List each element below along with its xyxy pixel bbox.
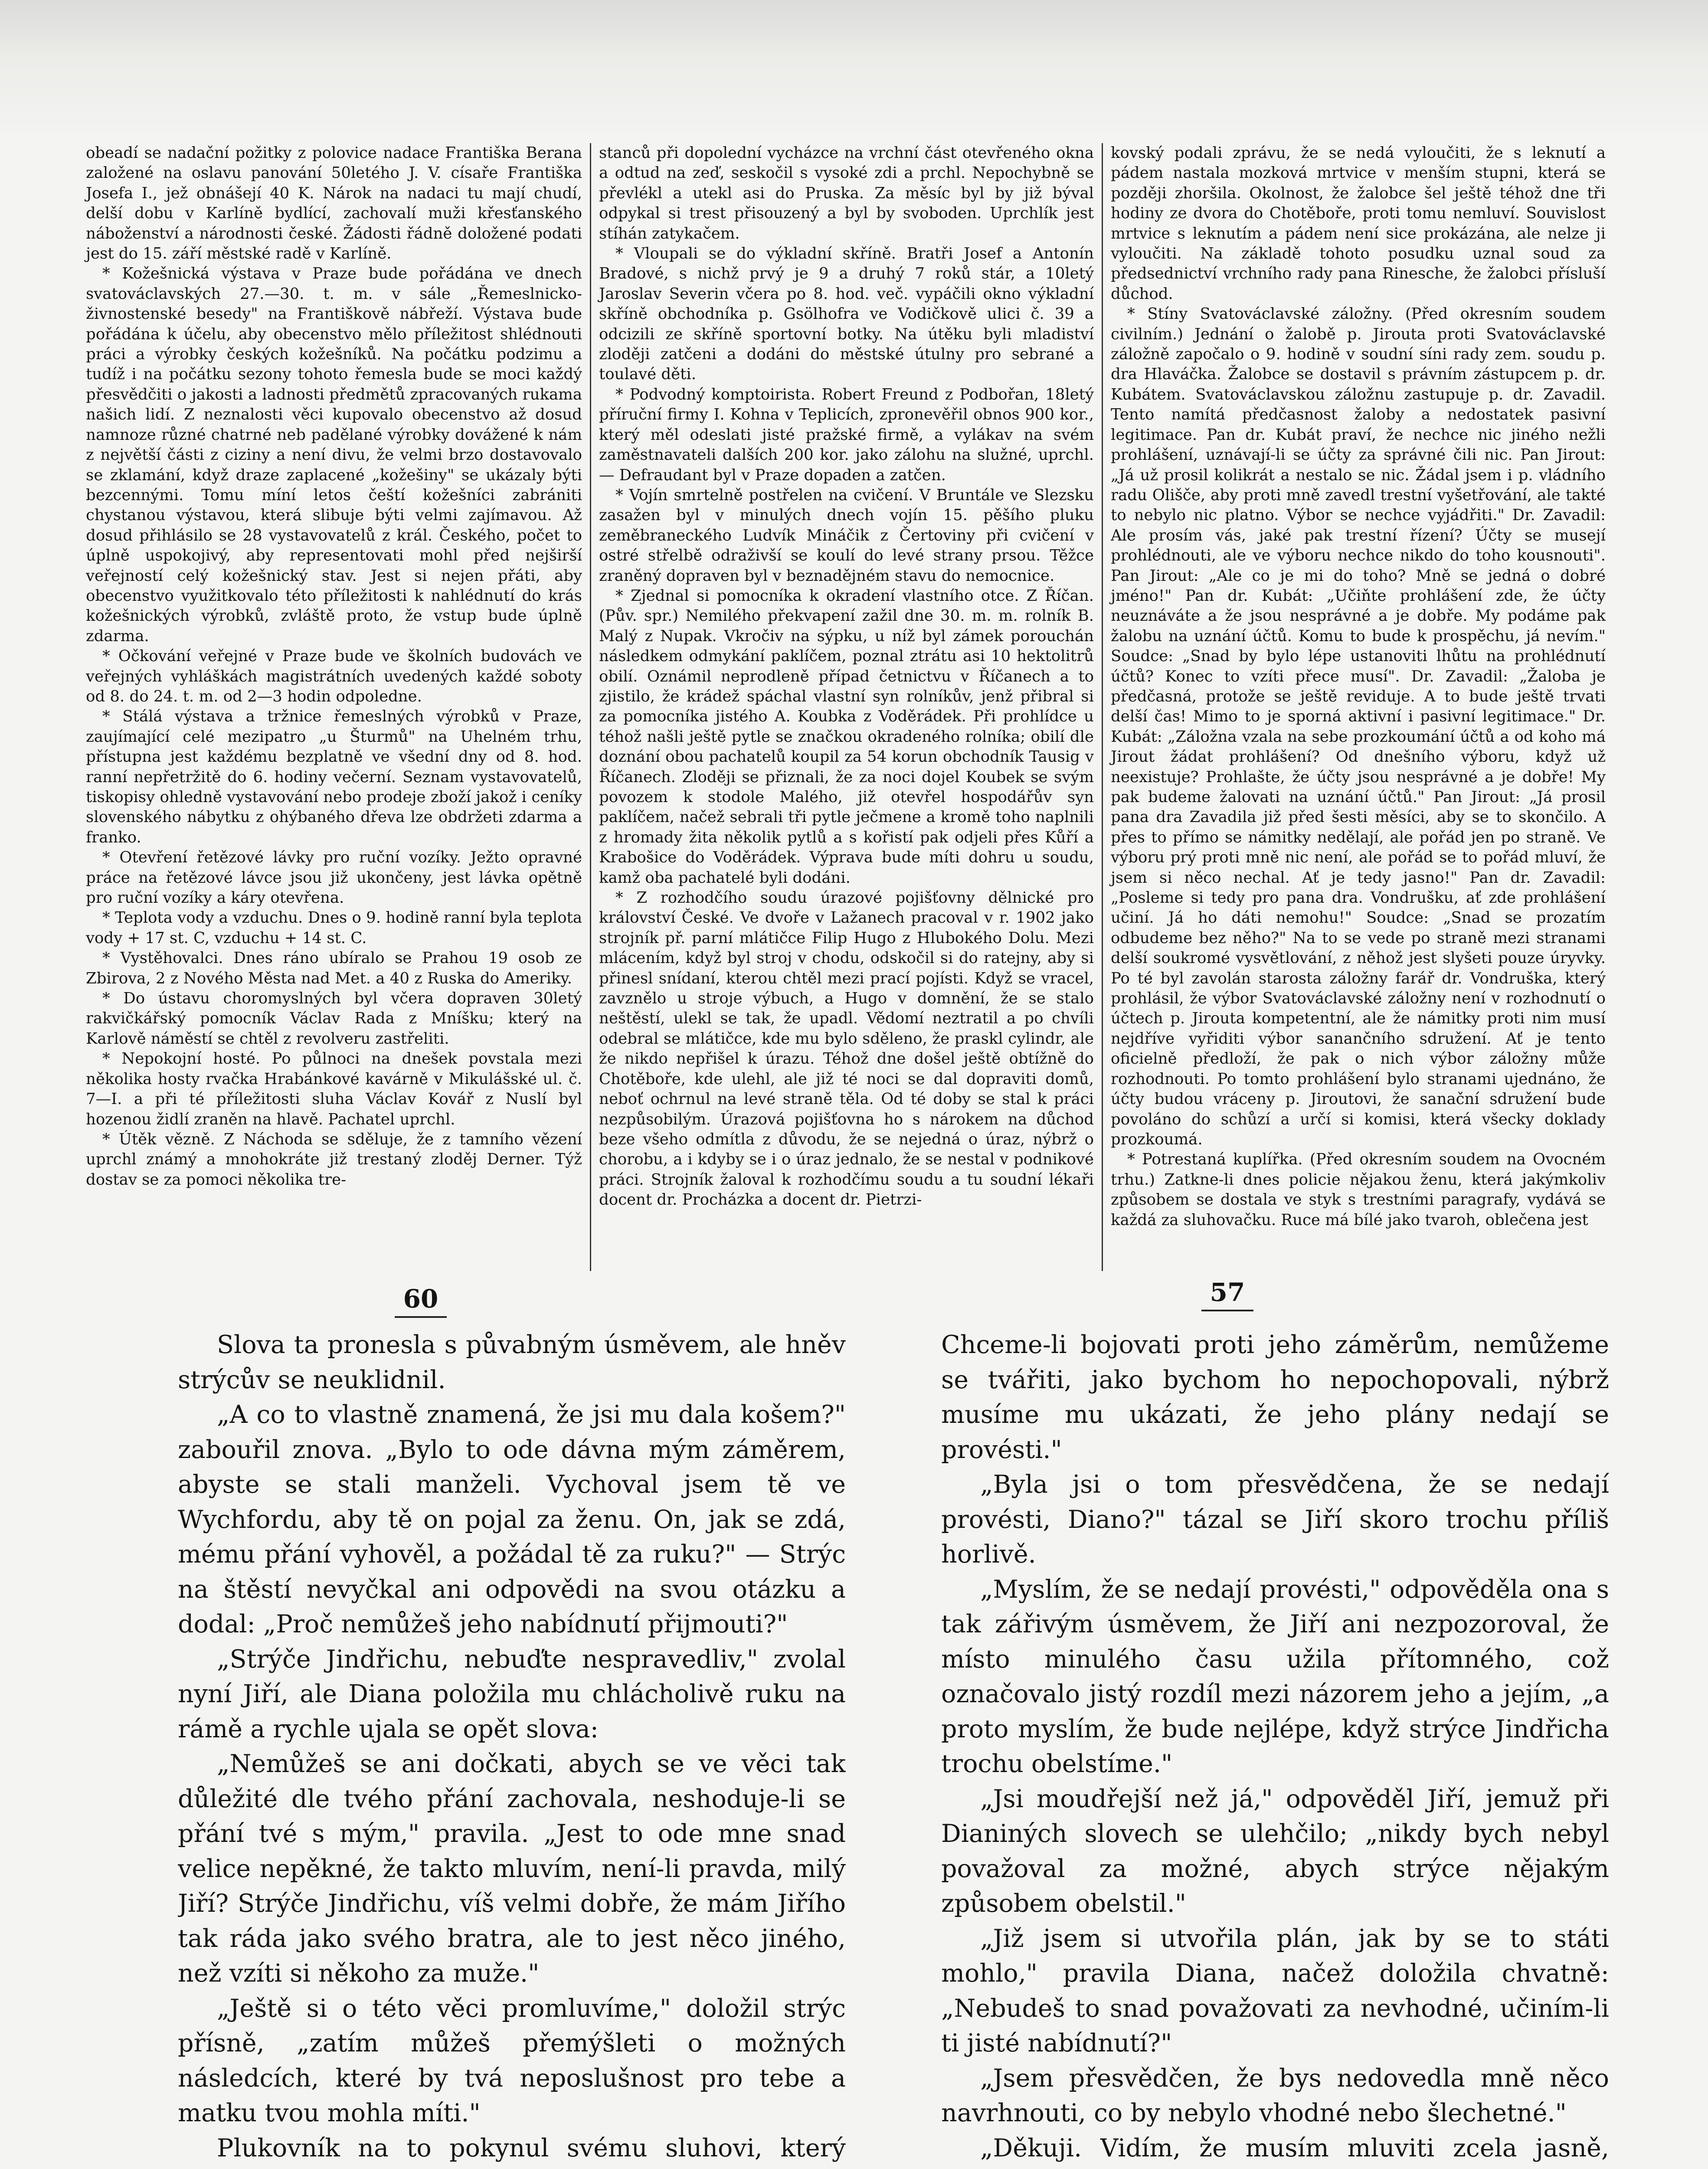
news-paragraph: * Z rozhodčího soudu úrazové pojišťovny dělnické pro království České. Ve dvoře v Lažanech pracoval v r. 1902 jako strojník př. parní mlátičce Filip Hugo z Hlubokého Dolu. Mezi mlácením, když byl stroj v chodu, odskočil si do ratejny, aby si přinesl snídaní, kterou chtěl mezi prací pojísti. Když se vracel, zavznělo u stroje výbuch, a Hugo v domnění, že se stalo neštěstí, ulekl se tak, že upadl. Vědomí neztratil a po chvíli odebral se mlátičce, kde mu bylo sděleno, že praskl cylindr, ale že nikdo nepřišel k úrazu. Téhož dne došel ještě obtížně do Chotěboře, kde ulehl, ale již té noci se dal dopraviti domů, neboť ochrnul na levé straně těla. Od té doby se stal k práci nezpůsobilým. Úrazová pojišťovna ho s nárokem na důchod beze všeho odmítla z důvodu, že se nejedná o úraz, nýbrž o chorobu, a i kdyby se i o úraz jednalo, že se nestal v podnikové práci. Strojník žaloval k rozhodčímu soudu a tu soudní lékaři docent dr. Procházka a docent dr. Pietrzi- [599,889,1094,1209]
story-paragraph: „Strýče Jindřichu, nebuďte nespravedliv," zvolal nyní Jiří, ale Diana položila mu chlácholivě ruku na rámě a rychle ujala se opět slova: [178,1645,846,1743]
right-page-number: 57 [1188,1278,1266,1311]
news-paragraph: * Nepokojní hosté. Po půlnoci na dnešek povstala mezi několika hosty rvačka Hrabánkové kavárně v Mikulášské ul. č. 7—I. a při té příležitosti sluha Václav Kovář z Nuslí byl hozenou židlí zraněn na hlavě. Pachatel uprchl. [86,1050,582,1128]
news-paragraph: * Kožešnická výstava v Praze bude pořádána ve dnech svatováclavských 27.—30. t. m. v sále „Řemeslnicko-živnostenské besedy" na Františkově nábřeží. Výstava bude pořádána k účelu, aby obecenstvo mělo příležitost shlédnouti práci a výrobky českých kožešníků. Na počátku podzimu a tudíž i na počátku sezony tohoto řemesla bude se moci každý přesvědčiti o jakosti a ladnosti předmětů zpracovaných rukama našich lidí. Z neznalosti věci kupovalo obecenstvo až dosud namnoze různé chatrné neb padělané výrobky dovážené k nám z největší části z ciziny a není divu, že velmi brzo dostavovalo se zklamání, když draze zaplacené „kožešiny" se ukázaly býti bezcennými. Tomu míní letos čeští kožešníci zabrániti chystanou výstavou, která slibuje býti velmi zajímavou. Až dosud přihlásilo se 28 vystavovatelů z král. Českého, počet to úplně uspokojivý, aby representovati mohl před nejširší veřejností celý kožešnický stav. Jest si nejen přáti, aby obecenstvo využitkovalo této příležitosti k nahlédnutí do krás kožešnických výrobků, zvláště proto, že vstup bude úplně zdarma. [86,265,582,645]
story-paragraph: „A co to vlastně znamená, že jsi mu dala košem?" zabouřil znova. „Bylo to ode dávna mým záměrem, abyste se stali manželi. Vychoval jsem tě ve Wychfordu, aby tě on pojal za ženu. On, jak se zdá, mému přání vyhověl, a požádal tě za ruku?" — Strýc na štěstí nevyčkal ani odpovědi na svou otázku a dodal: „Proč nemůžeš jeho nabídnutí přijmouti?" [178,1400,846,1638]
news-paragraph: * Podvodný komptoirista. Robert Freund z Podbořan, 18letý příruční firmy I. Kohna v Teplicích, zpronevěřil obnos 900 kor., který měl odeslati jisté pražské firmě, a vylákav na svém zaměstnavateli dalších 200 kor. jako zálohu na služné, uprchl. — Defraudant byl v Praze dopaden a zatčen. [599,385,1094,484]
news-paragraph: * Útěk vězně. Z Náchoda se sděluje, že z tamního vězení uprchl známý a mnohokráte již trestaný zloděj Derner. Týž dostav se za pomoci několika tre- [86,1130,582,1189]
story-paragraph: „Děkuji. Vidím, že musím mluviti zcela jasně, [980,2133,1609,2162]
left-page-number: 60 [382,1284,460,1318]
right-story-page [941,1327,1609,2169]
news-paragraph: obeadí se nadační požitky z polovice nadace Františka Berana založené na oslavu panování 50letého J. V. císaře Františka Josefa I., jež obnášejí 40 K. Nárok na nadaci tu mají chudí, delší dobu v Karlíně bydlící, zachovalí muži křesťanského náboženství a národnosti české. Žádosti řádně doložené podati jest do 15. září městské radě v Karlíně. [86,144,582,263]
story-paragraph: „Myslím, že se nedají provésti," odpověděla ona s tak zářivým úsměvem, že Jiří ani nezpozoroval, že místo minulého času užila přítomného, což označovalo jistý rozdíl mezi názorem jeho a jejím, „a proto myslím, že bude nejlépe, když strýce Jindřicha trochu obelstíme." [941,1575,1609,1778]
news-paragraph: * Stálá výstava a tržnice řemeslných výrobků v Praze, zaujímající celé mezipatro „u Šturmů" na Uhelném trhu, přístupna jest každému bezplatně ve všední dny od 8. hod. ranní nepřetržitě do 6. hodiny večerní. Seznam vystavovatelů, tiskopisy ohledně vystavování nebo prodeje zboží jakož i ceníky slovenského nábytku z ohýbaného dřeva lze obdržeti zdarma a franko. [86,708,582,846]
story-paragraph: „Nemůžeš se ani dočkati, abych se ve věci tak důležité dle tvého přání zachovala, neshoduje-li se přání tvé s mým," pravila. „Jest to ode mne snad velice nepěkné, že takto mluvím, není-li pravda, milý Jiří? Strýče Jindřichu, víš velmi dobře, že mám Jiřího tak ráda jako svého bratra, ale to jest něco jiného, než vzíti si někoho za muže." [178,1750,846,1988]
news-paragraph: * Stíny Svatováclavské záložny. (Před okresním soudem civilním.) Jednání o žalobě p. Jirouta proti Svatováclavské záložně započalo o 9. hodině v soudní síni rady zem. soudu p. dra Hlaváčka. Žalobce se dostavil s právním zástupcem p. dr. Kubátem. Svatováclavskou záložnu zastupuje p. dr. Zavadil. Tento namítá předčasnost žaloby a nedostatek pasivní legitimace. Pan dr. Kubát praví, že nechce nic jiného nežli prohlášení, uznávají-li se účty za správné čili nic. Pan Jirout: „Já už prosil kolikrát a nestalo se nic. Žádal jsem i p. vládního radu Olišče, aby proti mně zavedl trestní vyšetřování, ale takté to nebylo nic platno. Výbor se nechce vyjádřiti." Dr. Zavadil: Ale prosím vás, jaké pak trestní řízení? Účty se musejí prohlédnouti, ale ve výboru nechce nikdo do toho kousnouti". Pan Jirout: „Ale co je mi do toho? Mně se jedná o dobré jméno!" Pan dr. Kubát: „Učiňte prohlášení zde, že účty neuznáváte a že jsou nesprávné a je dobře. My podáme pak žalobu na uznání účtů. Komu to bude k prospěchu, já nevím." Soudce: „Snad by bylo lépe ustanoviti lhůtu na prohlédnutí účtů? Konec to vzíti přece musí". Dr. Zavadil: „Žaloba je předčasná, protože se ještě reviduje. A to bude ještě trvati delší čas! Mimo to je sporná aktivní i pasivní legitimace." Dr. Kubát: „Záložna vzala na sebe prozkoumání účtů a od koho má Jirout žádat prohlášení? Od dnešního výboru, když už neexistuje? Prohlašte, že účty jsou nesprávné a je dobře! My pak budeme žalovati na uznání účtů." Pan Jirout: „Já prosil pana dra Zavadila již před šesti měsíci, aby se to skončilo. A přes to přímo se námitky nedělají, ale pořád jen po straně. Ve výboru prý proti mně nic není, ale pořád se to pořád mluví, že jsem si něco nechal. Ať je tedy jasno!" Pan dr. Zavadil: „Posleme si tedy pro pana dra. Vondrušku, ať zde prohlášení učiní. Já ho dáti nemohu!" Soudce: „Snad se prozatím odbudeme bez něho?" Na to se vede po straně mezi stranami delší soukromé vysvětlování, z něhož jest slyšeti pouze úryvky. Po té byl zavolán starosta záložny farář dr. Vondruška, který prohlásil, že výbor Svatováclavské záložny není v rozhodnutí o účtech p. Jirouta kompetentní, ale že námitky proti nim musí nejdříve vyřiditi výbor sanančního sdružení. Ať je tento oficielně předloží, že pak o nich výbor záložny může rozhodnouti. Po tomto prohlášení bylo stranami ujednáno, že účty budou vráceny p. Jiroutovi, že sanační sdružení bude povoláno do schůzí a určí si komisi, která všecky doklady prozkoumá. [1111,305,1606,1148]
story-paragraph: „Již jsem si utvořila plán, jak by se to státi mohlo," pravila Diana, načež doložila chvatně: „Nebudeš to snad považovati za nevhodné, učiním-li ti jisté nabídnutí?" [941,1924,1609,2058]
news-paragraph: * Vloupali se do výkladní skříně. Bratři Josef a Antonín Bradové, s nichž prvý je 9 a druhý 7 roků stár, a 10letý Jaroslav Severin včera po 8. hod. več. vypáčili okno výkladní skříně obchodníka p. Gsölhofra ve Vodičkově ulici č. 39 a odcizili ze skříně sportovní botky. Na útěku byli mladiství zloději zatčeni a dodáni do městské útulny pro sebrané a toulavé děti. [599,245,1094,383]
news-paragraph: * Zjednal si pomocníka k okradení vlastního otce. Z Říčan. (Pův. spr.) Nemilého překvapení zažil dne 30. m. m. rolník B. Malý z Nupak. Vkročiv na sýpku, u níž byl zámek porouchán následkem odmykání paklíčem, poznal ztrátu asi 10 hektolitrů obilí. Oznámil neprodleně případ četnictvu v Říčanech a to zjistilo, že krádež spáchal vlastní syn rolníkův, jenž přibral si za pomocníka jistého A. Koubka z Voděrádek. Při prohlídce u téhož našli ještě pytle se značkou okradeného rolníka; obilí dle doznání obou pachatelů koupil za 54 korun obchodník Tausig v Říčanech. Zloději se přiznali, že za noci dojel Koubek se svým povozem k stodole Malého, již otevřel hospodářův syn paklíčem, načež sebrali tři pytle ječmene a kromě toho naplnili z hromady žita několik pytlů a s kořistí pak odjeli přes Kůří a Krabošice do Voděrádek. Výprava bude míti dohru u soudu, kamž oba pachatelé byli dodáni. [599,586,1094,887]
story-paragraph: „Jsem přesvědčen, že bys nedovedla mně něco navrhnouti, co by nebylo vhodné nebo šlechetné." [941,2064,1609,2127]
story-paragraph: „Byla jsi o tom přesvědčena, že se nedají provésti, Diano?" tázal se Jiří skoro trochu příliš horlivě. [941,1470,1609,1569]
story-paragraph: „Jsi moudřejší než já," odpověděl Jiří, jemuž při Dianiných slovech se ulehčilo; „nikdy bych nebyl považoval za možné, abych strýce nějakým způsobem obelstil." [941,1784,1609,1918]
news-paragraph: kovský podali zprávu, že se nedá vyloučiti, že s leknutí a pádem nastala mozková mrtvice v menším stupni, která se později zhoršila. Okolnost, že žalobce šel ještě téhož dne tři hodiny ze dvora do Chotěboře, proti tomu nemluví. Souvislost mrtvice s leknutím a pádem není sice prokázána, ale nelze ji vyloučiti. Na základě tohoto posudku uznal soud za předsednictví vrchního rady pana Rinesche, že žalobci přísluší důchod. [1111,144,1606,303]
story-paragraph: Slova ta pronesla s půvabným úsměvem, ale hněv strýcův se neuklidnil. [178,1330,846,1394]
news-paragraph: * Teplota vody a vzduchu. Dnes o 9. hodině ranní byla teplota vody + 17 st. C, vzduchu + 14 st. C. [86,909,582,947]
news-paragraph: * Očkování veřejné v Praze bude ve školních budovách ve veřejných vyhláškách magistrátních uvedených každé soboty od 8. do 24. t. m. od 2—3 hodin odpoledne. [86,647,582,705]
news-paragraph: * Vojín smrtelně postřelen na cvičení. V Bruntále ve Slezsku zasažen byl v minulých dnech vojín 15. pěšího pluku zeměbraneckého Ludvík Mináčik z Čertoviny při cvičení v ostré střelbě odraživší se koulí do levé strany prsou. Těžce zraněný dopraven byl v beznadějném stavu do nemocnice. [599,486,1094,585]
news-paragraph: stanců při dopolední vycházce na vrchní část otevřeného okna a odtud na zeď, seskočil s vysoké zdi a prchl. Nepochybně se převlékl a utekl asi do Pruska. Za měsíc byl by již býval odpykal si trest přisouzený a byl by svoboden. Uprchlík jest stíhán zatykačem. [599,144,1094,242]
newspaper-clipping [78,143,1635,1271]
news-column-2 [590,143,1102,1271]
story-paragraph: Plukovník na to pokynul svému sluhovi, který [217,2133,846,2162]
news-paragraph: * Otevření řetězové lávky pro ruční vozíky. Ježto opravné práce na řetězové lávce jsou již ukončeny, jest lávka opětně pro ruční vozíky a káry otevřena. [86,849,582,907]
news-paragraph: * Potrestaná kuplířka. (Před okresním soudem na Ovocném trhu.) Zatkne-li dnes policie nějakou ženu, která jakýmkoliv způsobem se dostala ve styk s trestními paragrafy, vydává se každá za sluhovačku. Ruce má bílé jako tvaroh, oblečena jest [1111,1150,1606,1229]
left-story-page [178,1327,846,2169]
news-column-1 [78,143,590,1271]
news-paragraph: * Vystěhovalci. Dnes ráno ubíralo se Prahou 19 osob ze Zbirova, 2 z Nového Města nad Met. a 40 z Ruska do Ameriky. [86,949,582,987]
news-column-3 [1102,143,1613,1271]
story-paragraph: „Ještě si o této věci promluvíme," doložil strýc přísně, „zatím můžeš přemýšleti o možných následcích, které by tvá neposlušnost pro tebe a matku tvou mohla míti." [178,1994,846,2127]
news-paragraph: * Do ústavu choromyslných byl včera dopraven 30letý rakvičkářský pomocník Václav Rada z Mníšku; který na Karlově náměstí se chtěl z revolveru zastřeliti. [86,989,582,1048]
story-paragraph: Chceme-li bojovati proti jeho záměrům, nemůžeme se tvářiti, jako bychom ho nepochopovali, nýbrž musíme mu ukázati, že jeho plány nedají se provésti." [941,1330,1609,1464]
